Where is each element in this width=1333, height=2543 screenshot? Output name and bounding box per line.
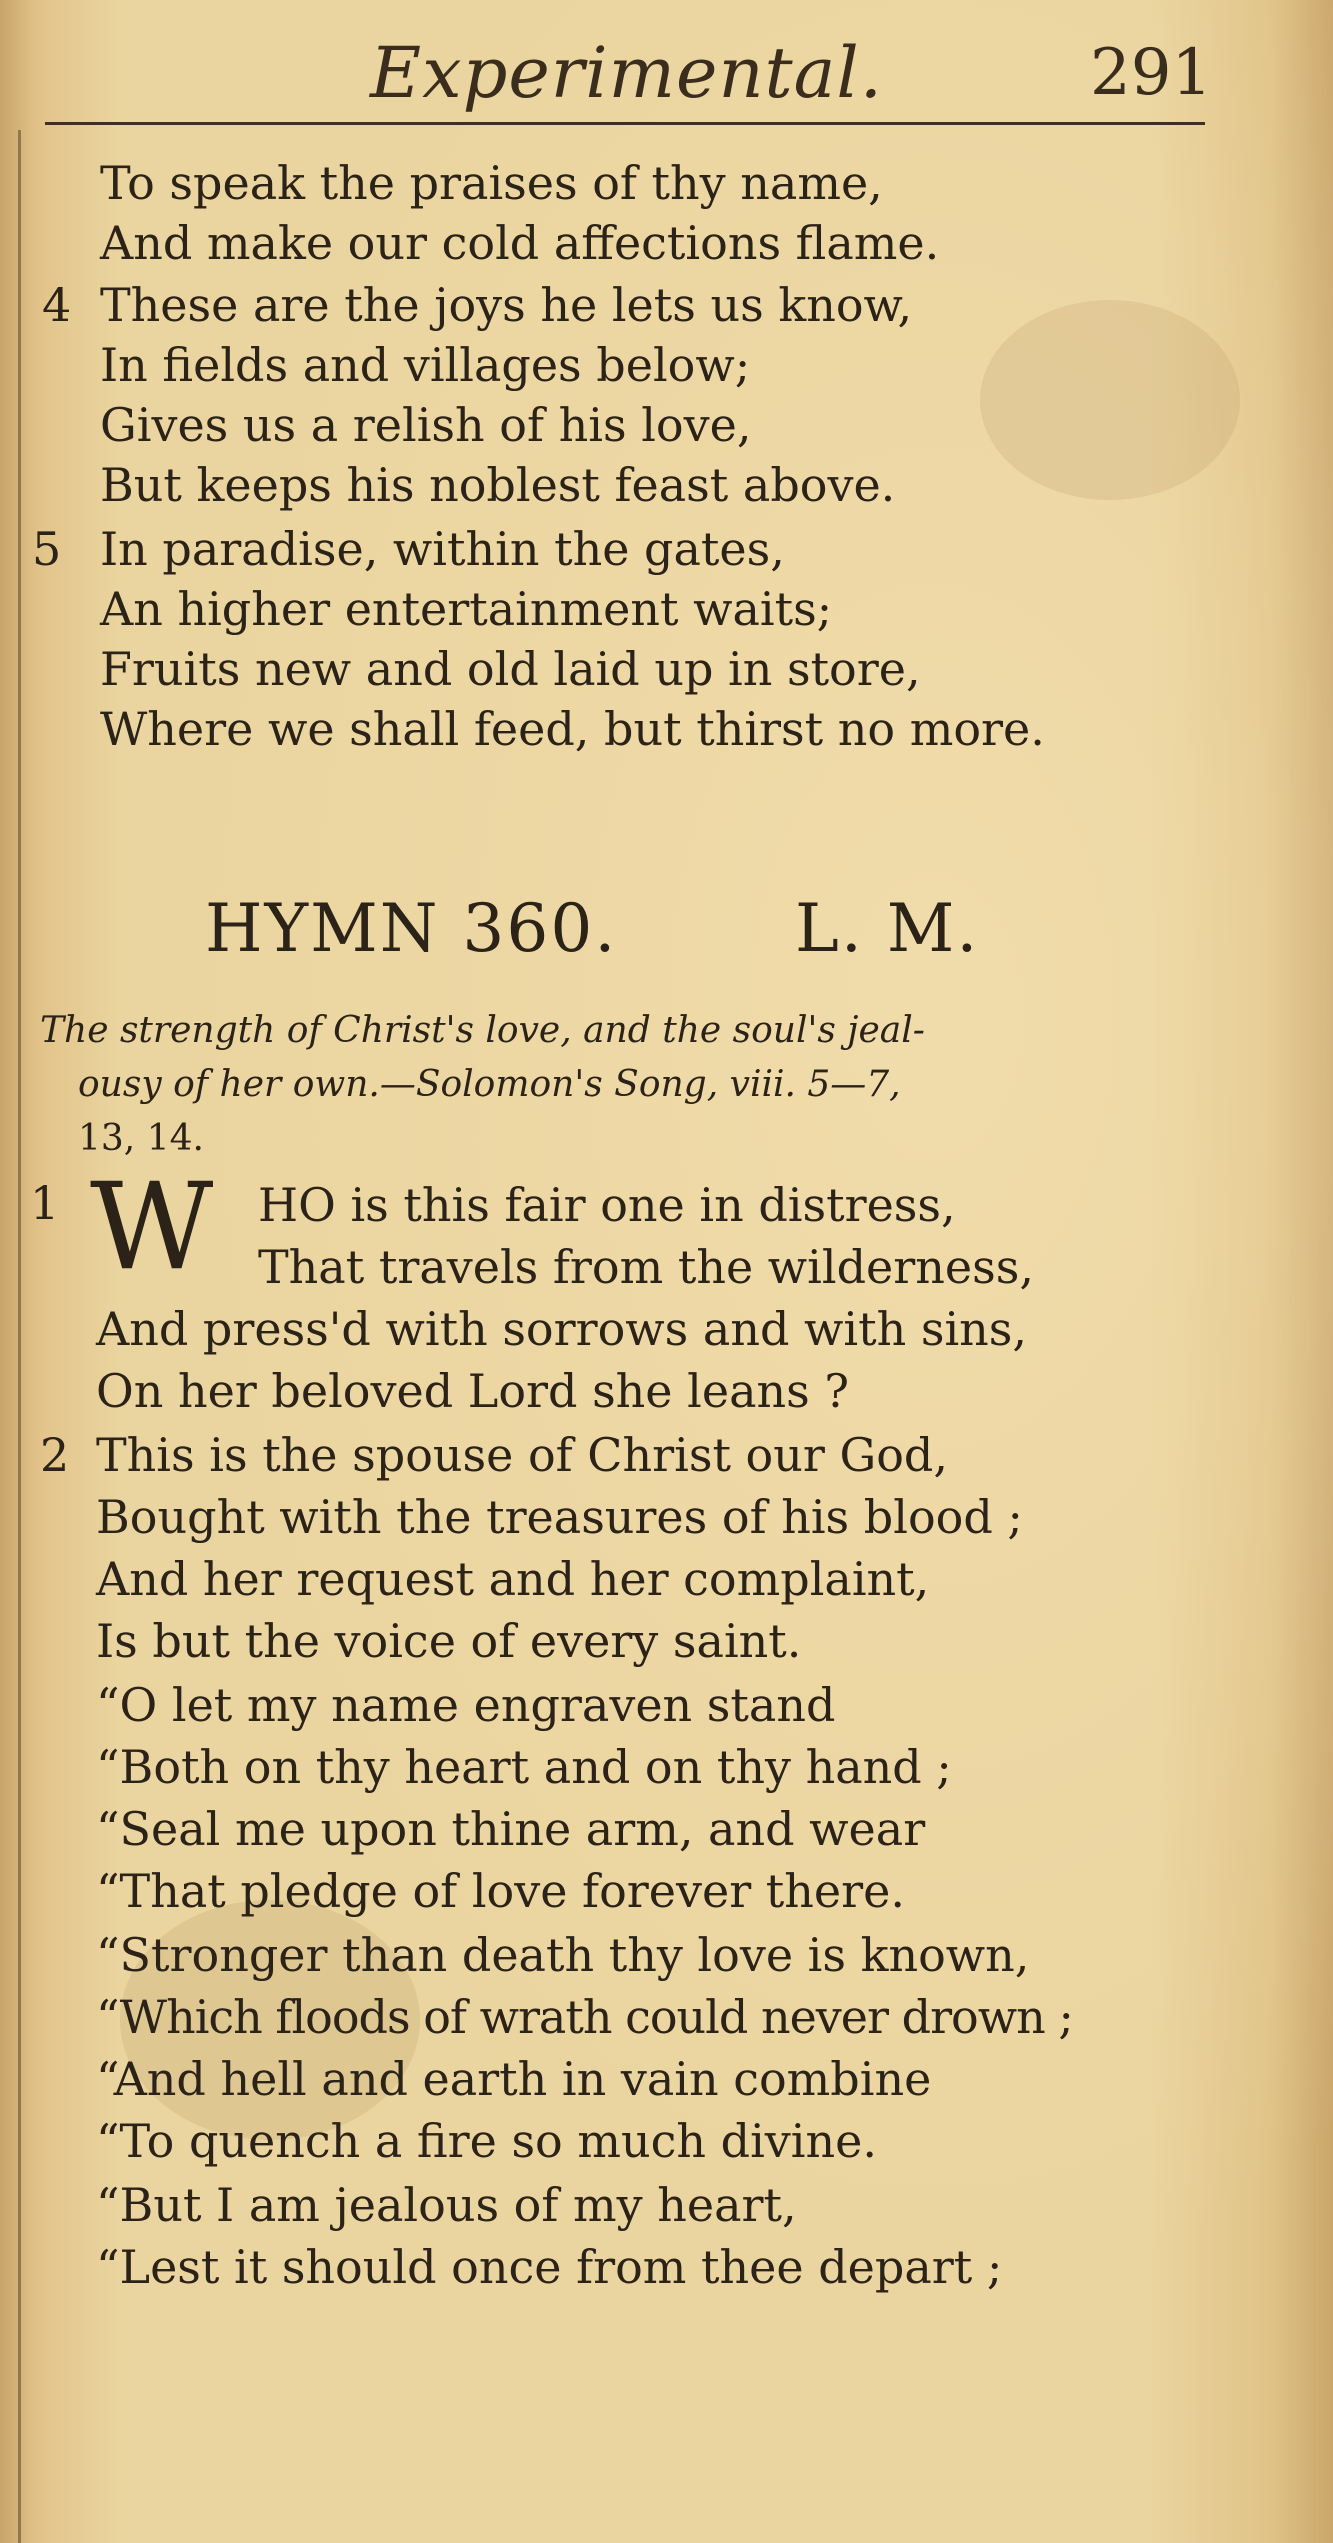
page-number: 291	[1090, 36, 1213, 110]
verse-line: “And hell and earth in vain combine	[96, 2052, 932, 2106]
verse-line: That travels from the wilderness,	[258, 1240, 1034, 1294]
page-header	[0, 22, 1333, 112]
verse-line: An higher entertainment waits;	[100, 582, 833, 636]
header-rule	[45, 122, 1205, 125]
verse-line: Where we shall feed, but thirst no more.	[100, 702, 1045, 756]
verse-line: “Stronger than death thy love is known,	[96, 1928, 1030, 1982]
verse-line: HO is this fair one in distress,	[258, 1178, 956, 1232]
verse-line: On her beloved Lord she leans ?	[96, 1364, 850, 1418]
hymn-subtitle: The strength of Christ's love, and the soul's jeal-	[40, 1010, 925, 1051]
stanza-number: 4	[42, 278, 72, 332]
stanza-number: 1	[30, 1176, 60, 1230]
verse-line: Fruits new and old laid up in store,	[100, 642, 921, 696]
verse-line: “O let my name engraven stand	[96, 1678, 836, 1732]
hymn-meter: L. M.	[795, 890, 980, 967]
verse-line: Bought with the treasures of his blood ;	[96, 1490, 1023, 1544]
verse-line: Gives us a relish of his love,	[100, 398, 752, 452]
verse-line: This is the spouse of Christ our God,	[96, 1428, 948, 1482]
verse-line: And her request and her complaint,	[96, 1552, 930, 1606]
running-head: Experimental.	[370, 32, 884, 114]
verse-line: And press'd with sorrows and with sins,	[96, 1302, 1028, 1356]
verse-line: In paradise, within the gates,	[100, 522, 785, 576]
verse-line: And make our cold affections flame.	[100, 216, 940, 270]
verse-line: “Both on thy heart and on thy hand ;	[96, 1740, 952, 1794]
gutter-edge	[18, 130, 21, 2543]
verse-line: To speak the praises of thy name,	[100, 156, 883, 210]
verse-line: “To quench a fire so much divine.	[96, 2114, 877, 2168]
verse-line: In fields and villages below;	[100, 338, 751, 392]
verse-line: But keeps his noblest feast above.	[100, 458, 896, 512]
hymn-title: HYMN 360.	[205, 890, 618, 967]
verse-line: Is but the voice of every saint.	[96, 1614, 802, 1668]
verse-line: “Which floods of wrath could never drown ;	[96, 1990, 1073, 2044]
hymn-subtitle: 13, 14.	[78, 1118, 204, 1159]
verse-line: “Seal me upon thine arm, and wear	[96, 1802, 926, 1856]
verse-line: These are the joys he lets us know,	[100, 278, 913, 332]
drop-cap: W	[90, 1158, 214, 1297]
verse-line: “Lest it should once from thee depart ;	[96, 2240, 1003, 2294]
stanza-number: 2	[40, 1428, 70, 1482]
hymn-subtitle: ousy of her own.—Solomon's Song, viii. 5—7,	[78, 1064, 901, 1105]
paper-stain	[980, 300, 1240, 500]
verse-line: “But I am jealous of my heart,	[96, 2178, 797, 2232]
verse-line: “That pledge of love forever there.	[96, 1864, 905, 1918]
stanza-number: 5	[32, 522, 62, 576]
